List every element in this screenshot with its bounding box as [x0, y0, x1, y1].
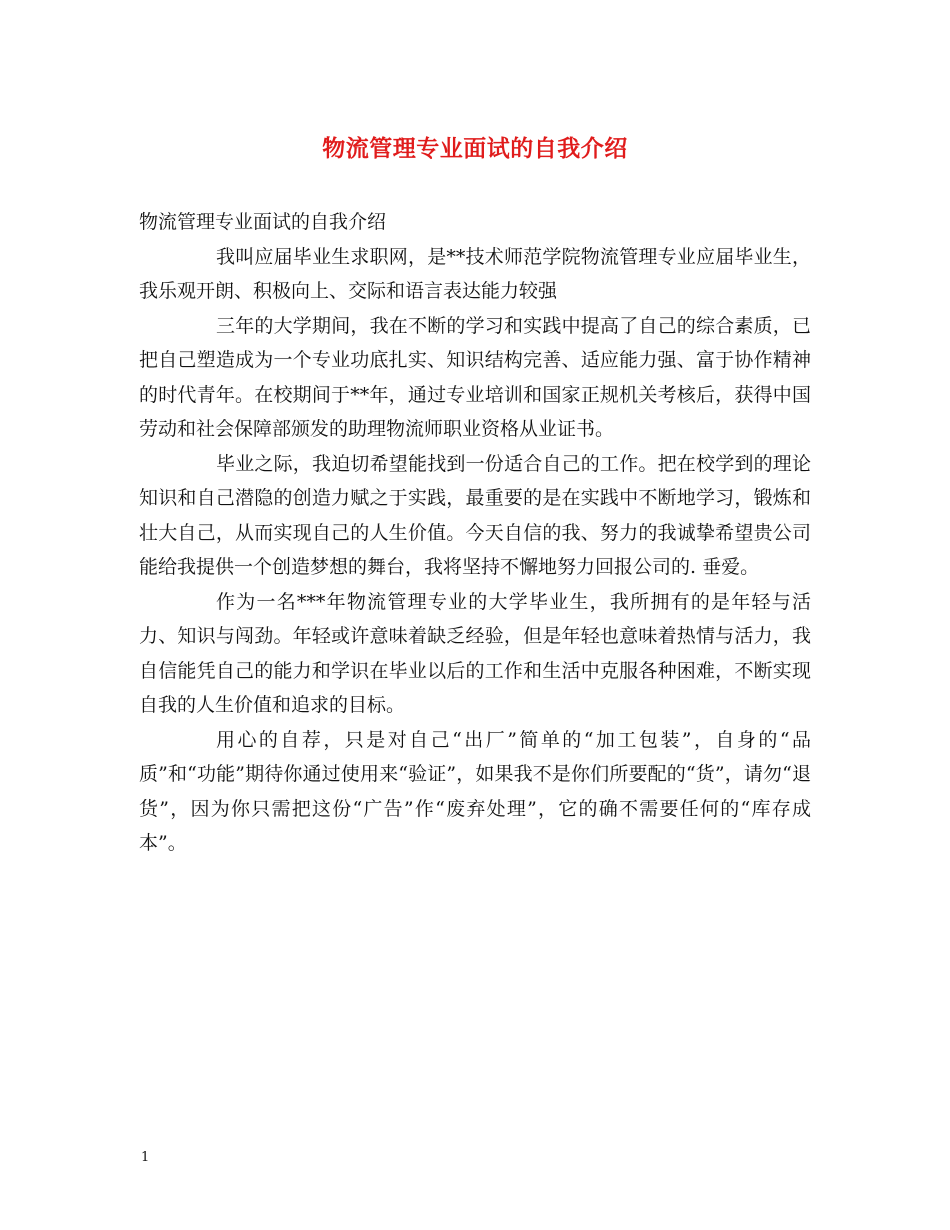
paragraph-university: 三年的大学期间，我在不断的学习和实践中提高了自己的综合素质，已把自己塑造成为一个专业功底扎实、知识结构完善、适应能力强、富于协作精神的时代青年。在校期间于**年，通过专业培训和国家正规机关考核后，获得中国劳动和社会保障部颁发的助理物流师职业资格从业证书。	[139, 314, 811, 440]
document-subtitle: 物流管理专业面试的自我介绍	[139, 211, 387, 233]
paragraph-youth: 作为一名***年物流管理专业的大学毕业生，我所拥有的是年轻与活力、知识与闯劲。年轻或许意味着缺乏经验，但是年轻也意味着热情与活力，我自信能凭自己的能力和学识在毕业以后的工作和生活中克服各种困难，不断实现自我的人生价值和追求的目标。	[139, 590, 811, 716]
document-title: 物流管理专业面试的自我介绍	[322, 135, 628, 162]
page-number: 1	[141, 1150, 150, 1165]
paragraph-job-wish: 毕业之际，我迫切希望能找到一份适合自己的工作。把在校学到的理论知识和自己潜隐的创造力赋之于实践，最重要的是在实践中不断地学习，锻炼和壮大自己，从而实现自己的人生价值。今天自信的我、努力的我诚挚希望贵公司能给我提供一个创造梦想的舞台，我将坚持不懈地努力回报公司的. 垂爱。	[139, 452, 811, 578]
document-body	[139, 205, 811, 861]
paragraph-self-recommendation: 用心的自荐，只是对自己“出厂”简单的“加工包装”，自身的“品质”和“功能”期待你通过使用来“验证”，如果我不是你们所要配的“货”，请勿“退货”，因为你只需把这份“广告”作“废弃处理”，它的确不需要任何的“库存成本”。	[139, 728, 811, 854]
paragraph-intro: 我叫应届毕业生求职网，是**技术师范学院物流管理专业应届毕业生，我乐观开朗、积极向上、交际和语言表达能力较强	[139, 245, 811, 302]
